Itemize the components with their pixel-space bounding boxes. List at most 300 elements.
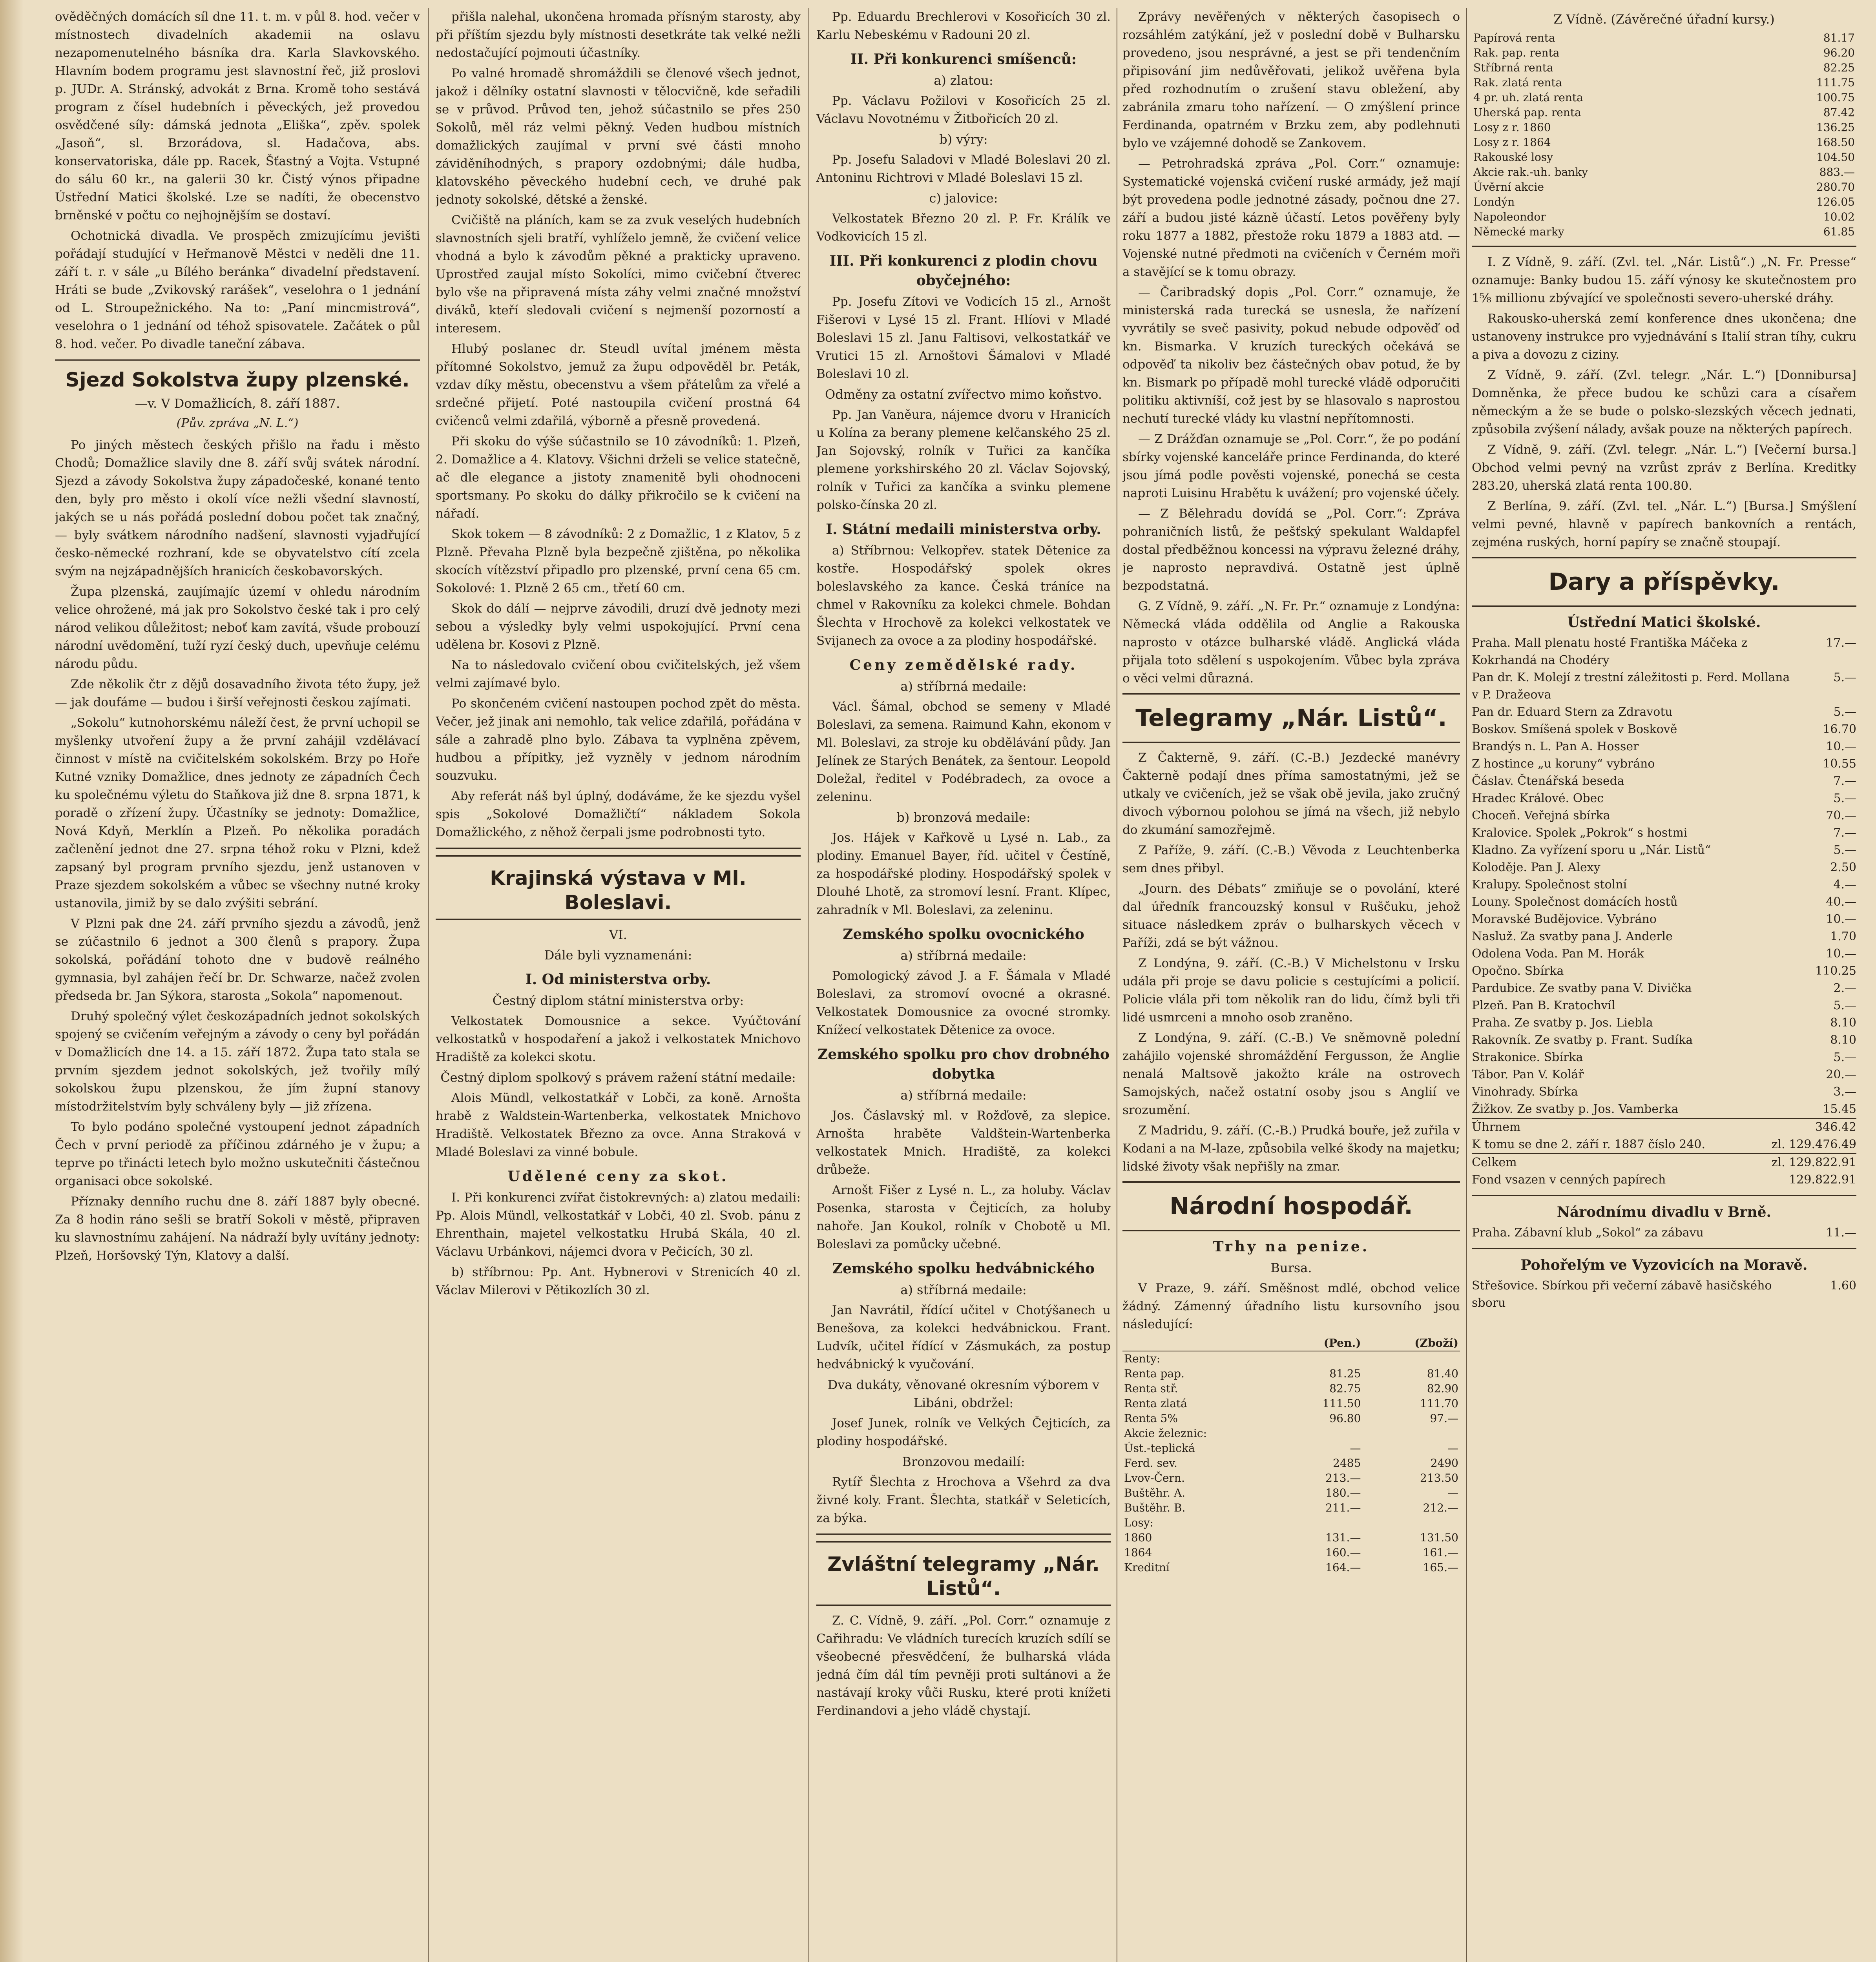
article-paragraph: Po jiných městech českých přišlo na řadu i město Chodů; Domažlice slavily dne 8. září svůj svátek národní. Sjezd a závody Sokolstva župy západočeské, konané tento den, byly pro město i okolí více nežli všední slavností, jakých se u nás pořádá poslední dobou počet tak značný, — byly svátkem národního nadšení, slavnosti vyjadřující česko-německé rozhraní, kde se obyvatelstvo cítí zcela svým na nejzápadnějších hranicích českobavorských. [55,438,420,578]
donation-label: Pardubice. Ze svatby pana V. Divička [1472,981,1692,995]
article-paragraph: Z Vídně, 9. září. (Zvl. telegr. „Nár. L.“) [Donnibursa] Domněnka, že přece budou ke schůzi cara a císařem německým a že se bude o polsko-slezských věcech jednati, způsobila zvýšení nálady, avšak pouze na některých papírech. [1472,368,1856,436]
donation-label: Čáslav. Čtenářská beseda [1472,774,1624,788]
donation-label: Louny. Společnost domácích hostů [1472,895,1678,909]
donation-row [1472,842,1856,859]
table-row [1122,1545,1460,1560]
donation-amount: 5.— [1833,999,1856,1012]
donation-label: Pan dr. K. Molejí z trestní záležitosti p. Ferd. Mollana v P. Dražeova [1472,671,1790,702]
subheading: a) stříbrná medaile: [900,948,1027,963]
table-row [1122,1471,1460,1486]
donation-row [1472,1049,1856,1066]
cell: 100.75 [1816,91,1855,104]
article-paragraph: — Z Drážďan oznamuje se „Pol. Corr.“, že po podání sbírky vojenské kanceláře prince Ferdinanda, do které jsou jímá podle pověsti vojenské, ponechá se cesta naproti Luisinu Hrabětu k uvážení; pro vojenské účely. [1122,432,1460,500]
donation-row [1472,755,1856,773]
table-row [1122,1366,1460,1381]
section-heading: Národnímu divadlu v Brně. [1557,1204,1772,1220]
column-2 [436,8,801,1962]
article-paragraph: Hlubý poslanec dr. Steudl uvítal jménem města přítomné Sokolstvo, jemuž za župu odpověděl br. Peták, vzdav díky městu, obecenstvu a všem přátelům za vřelé a srdečné přijetí. Poté nastoupila cvičení prostná 64 cvičenců velmi zdařilá, výborně a přesně provedená. [436,342,801,428]
cell: Buštěhr. B. [1124,1501,1186,1514]
cell: Renta stř. [1124,1382,1178,1395]
donation-label: Praha. Ze svatby p. Jos. Liebla [1472,1016,1653,1030]
donation-row [1472,773,1856,790]
table-header-cell: (Zboží) [1362,1336,1460,1351]
cell: 97.— [1430,1412,1458,1425]
cell: 104.50 [1816,151,1855,164]
donation-row [1472,945,1856,963]
donation-amount: 110.25 [1815,964,1856,978]
cell: 883.— [1819,166,1855,179]
sum-value: zl. 129.822.91 [1771,1156,1856,1169]
section-heading: Čestný diplom státní ministerstva orby: [492,993,744,1008]
table-row [1472,90,1856,105]
headline-dary: Dary a příspěvky. [1548,568,1780,596]
table-row [1472,165,1856,180]
section-box [1122,693,1460,743]
article-paragraph: Josef Junek, rolník ve Velkých Čejticích, za plodiny hospodářské. [816,1416,1111,1448]
cell: Rakouské losy [1473,151,1553,164]
article-paragraph: Arnošt Fišer z Lysé n. L., za holuby. Václav Posenka, starosta v Čejticích, za holuby nahoře. Jan Koukol, rolník v Chobotě u Ml. Boleslavi za pomůcky učebné. [816,1183,1111,1251]
table-row [1472,195,1856,210]
donation-row [1472,1083,1856,1101]
donation-amount: 10.— [1826,947,1856,961]
donation-label: Z hostince „u koruny“ vybráno [1472,757,1655,771]
article-paragraph: Skok do dálí — nejprve závodili, druzí dvě jednoty mezi sebou a výsledky byly velmi uspokojující. První cena udělena br. Kosovi z Plzně. [436,602,801,652]
headline-narodni-hospodar: Národní hospodář. [1170,1193,1413,1220]
cell: 136.25 [1816,121,1855,134]
donation-label: Strakonice. Sbírka [1472,1050,1583,1064]
donation-label: Brandýs n. L. Pan A. Hosser [1472,740,1639,753]
article-paragraph: Cvičiště na pláních, kam se za zvuk veselých hudebních slavnostních sjeli bratří, vyhlíželo jemně, že cvičení velice vhodná a bylo k závodům pěkné a prakticky upraveno. Uprostřed zaujal místo Sokolíci, mimo cvičební čtverec bylo vše na připravená místa záhy velmi značné množství diváků, kteří sledovali cvičení s nejmenší pozorností a interesem. [436,213,801,336]
donation-label: Boskov. Smíšená spolek v Boskově [1472,722,1677,736]
divider [1472,1195,1856,1196]
article-paragraph: Župa plzenská, zaujímajíc území v ohledu národním velice ohrožené, má jak pro Sokolstvo české tak i pro celý národ velikou důležitost; neboť kam zavítá, všude probouzí národní uvědomění, tuží ryzí český duch, upevňuje celému národu půdu. [55,585,420,671]
cell: Buštěhr. A. [1124,1486,1186,1499]
article-paragraph: Zde několik čtr z dějů dosavadního života této župy, jež — jak doufáme — budou i širší veřejnosti českou zajímati. [55,677,420,709]
donation-row [1472,963,1856,980]
donation-row [1472,1032,1856,1049]
donation-amount: 5.— [1833,671,1856,684]
cell: Papírová renta [1473,31,1555,44]
cell: 111.75 [1816,76,1855,89]
table-header-cell [1122,1336,1276,1351]
sum-label: Úhrnem [1472,1120,1521,1134]
donation-label: Kladno. Za vyřízení sporu u „Nár. Listů“ [1472,843,1711,857]
cell: Renta 5% [1124,1412,1178,1425]
article-paragraph: Václ. Šámal, obchod se semeny v Mladé Boleslavi, za semena. Raimund Kahn, ekonom v Ml. Boleslavi, za stroje ku obdělávání půdy. Jan Jelínek ze Starých Benátek, za šentour. Leopold Doležal, ředitel v Podébradech, za ovoce a zeleninu. [816,700,1111,804]
donation-row [1472,1277,1856,1312]
subheading: Bronzovou medailí: [902,1454,1025,1469]
article-text: Ochotnická divadla. Ve prospěch zmizujícímu jevišti pořádají studující v Heřmanově Městci v neděli dne 11. září t. r. v sále „u Bílého beránka“ divadelní představení. Hráti se bude „Zvikovský rarášek“, veselohra o 1 jednání od L. Stroupežnického. Na to: „Paní mincmistrová“, veselohra o 1 jednání od téhož spisovatele. Začátek o půl 8. hod. večer. Po divadle taneční zábava. [55,229,420,351]
article-paragraph: Jos. Hájek v Kařkově u Lysé n. Lab., za plodiny. Emanuel Bayer, říd. učitel v Čestíně, za hospodářské plodiny. Hospodářský spolek v Dlouhé Lhotě, za stromoví lesní. Frant. Klípec, zahradník v Ml. Boleslavi, za zeleninu. [816,831,1111,917]
cell: 4 pr. uh. zlatá renta [1473,91,1583,104]
column-rule [1466,8,1467,1962]
divider [436,848,801,849]
section-heading: Udělené ceny za skot. [507,1168,729,1185]
cell: 96.20 [1823,46,1855,59]
cell: Rak. zlatá renta [1473,76,1562,89]
donation-row [1472,704,1856,721]
article-paragraph: V Plzni pak dne 24. září prvního sjezdu a závodů, jenž se zúčastnilo 6 jednot a 300 členů s prapory. Župa sokolská, pořádání tohoto dne v budově reálného gymnasia, byl zahájen řečí br. Dr. Schwarze, načež zvolen předseda br. Jan Sýkora, starosta „Sokola“ napomenout. [55,917,420,1003]
sum-value: 129.822.91 [1789,1173,1856,1187]
column-1 [55,8,420,1962]
section-heading: Pohořelým ve Vyzovicích na Moravě. [1520,1257,1808,1273]
table-row [1122,1560,1460,1575]
subheading: a) stříbrná medaile: [900,1282,1027,1297]
section-heading: Zemského spolku hedvábnického [832,1260,1095,1277]
donation-row [1472,928,1856,945]
donation-amount: 20.— [1826,1068,1856,1081]
section-heading: Ústřední Matici školské. [1567,614,1761,631]
table-row [1472,120,1856,135]
article-paragraph: Rytíř Šlechta z Hrochova a Všehrd za dva živné koly. Frant. Šlechta, statkář v Seleticích, za býka. [816,1475,1111,1525]
donation-label: Odolena Voda. Pan M. Horák [1472,947,1644,961]
table-row [1472,75,1856,90]
article-paragraph: Pomologický závod J. a F. Šámala v Mladé Boleslavi, za stromoví ovocné a okrasné. Velkostatek Domousnice za ovocné stromky. Knížecí velkostatek Dětenice za ovoce. [816,969,1111,1037]
cell: 2490 [1430,1457,1458,1470]
article-paragraph: — Z Bělehradu dovídá se „Pol. Corr.“: Zpráva pohraničních listů, že pešťský spekulant Waldapfel dostal předběžnou koncessi na výpravu železné dráhy, je naprosto nepravdivá. Ostatně jest úplně bezpodstatná. [1122,507,1460,593]
table-row [1472,135,1856,150]
table-row [1122,1381,1460,1396]
donation-amount: 10.55 [1823,757,1856,771]
cell: Losy z r. 1860 [1473,121,1551,134]
donation-row [1472,1101,1856,1118]
sum-value: zl. 129.476.49 [1771,1138,1856,1151]
subheading: b) bronzová medaile: [896,810,1031,825]
article-paragraph: G. Z Vídně, 9. září. „N. Fr. Pr.“ oznamuje z Londýna: Německá vláda oddělila od Anglie a Rakouska naprosto v otázce bulharské vládě. Anglická vláda přijala toto sdělení s uspokojením. Vůbec byla zpráva o věci velmi důrazná. [1122,599,1460,686]
cell: 111.70 [1420,1397,1458,1410]
donation-label: Střešovice. Sbírkou při večerní zábavě hasičského sboru [1472,1279,1772,1310]
subheading: b) výry: [939,132,988,147]
table-row [1472,46,1856,60]
exchange-table [1122,1336,1460,1575]
cell: 81.25 [1329,1367,1361,1380]
article-paragraph: Velkostatek Domousnice a sekce. Vyúčtování velkostatků v hospodaření a jakož i velkostatek Mnichovo Hradiště za kolekci skotu. [436,1014,801,1064]
donation-amount: 5.— [1833,705,1856,719]
donation-row [1472,738,1856,755]
article-paragraph: Pp. Jan Vaněura, nájemce dvoru v Hranicích u Kolína za berany plemene kelčanského 25 zl. Jan Sojovský, rolník v Tuřici za kančíka plemene yorkshirského 20 zl. Václav Sojovský, rolník v Tuřici za kančíka a svinku plemene polsko-čínska 20 zl. [816,408,1111,512]
donation-amount: 17.— [1826,636,1856,650]
article-paragraph: „Journ. des Débats“ zmiňuje se o povolání, které dal úředník francouzský konsul v Ruščuku, jehož situace následkem zpráv o bulharskych věcech v Paříži, zdá se být vážnou. [1122,882,1460,950]
column-5 [1472,8,1856,1962]
article-paragraph: Po skončeném cvičení nastoupen pochod zpět do města. Večer, jež jinak ani nemohlo, tak velice zdařilá, pořádána v sále a zahradě plno bylo. Zábava ta vyplněna zpěvem, hudbou a přípitky, jež vyzněly v jednom národním souzvuku. [436,697,801,783]
cell: Napoleondor [1473,210,1546,223]
donation-amount: 10.— [1826,740,1856,753]
cell: Londýn [1473,195,1515,208]
cell: — [1447,1486,1458,1499]
donation-label: Rakovník. Ze svatby p. Frant. Sudíka [1472,1033,1693,1047]
donation-row [1472,1224,1856,1242]
article-paragraph: „Sokolu“ kutnohorskému náleží čest, že první uchopil se myšlenky utvoření župy a že první zahájil vzdělávací činnost v místě na cvičitelském sokolském. Brzy po Hoře Kutné vzniky Domažlice, dnes jednoty ze západních Čech ku společnému výletu do Staňkova již dne 8. srpna 1871, k poradě o zřízení župy. Účastníky se jednoty: Domažlice, Nová Kdyň, Merklín a Plzeň. Po několika poradách začlenění jednot dne 27. srpna téhož roku v Plzni, kdež zapsaný byl program prvního sjezdu, jenž ustanoven v Praze sjezdem sokolském a vůbec se všechny nutné kroky ustanovila, jimiž by se dalo zvýšiti sebrání. [55,716,420,910]
cell: Stříbrná renta [1473,61,1553,74]
section-box [1122,1181,1460,1231]
cell: Lvov-Čern. [1124,1472,1185,1484]
sum-row [1472,1136,1856,1153]
article-paragraph: Druhý společný výlet českozápadních jednot sokolských spojený se cvičením veřejným a závody o ceny byl pořádán v Domažlicích dne 14. a 15. září 1872. Župa tato stala se prvním sjezdem jednot sokolských, jež tvořily mílý sokolskou župu plzenskou, že jím župní stanovy místodržitelstvím byly schváleny byly — již zřízena. [55,1009,420,1114]
cell: 211.— [1325,1501,1361,1514]
section-heading: Dva dukáty, věnované okresním výborem v Libáni, obdržel: [827,1377,1100,1410]
article-paragraph: Na to následovalo cvičení obou cvičitelských, jež všem velmi zajímavé bylo. [436,658,801,690]
donation-amount: 70.— [1826,809,1856,822]
cell: 1864 [1124,1546,1152,1559]
article-paragraph: Pp. Josefu Saladovi v Mladé Boleslavi 20 zl. Antoninu Richtrovi v Mladé Boleslavi 15 zl. [816,153,1111,185]
cell: 131.50 [1420,1531,1458,1544]
table-row [1472,224,1856,239]
donation-label: Hradec Králové. Obec [1472,791,1604,805]
page-edge-stain [0,0,24,1962]
cell: 81.40 [1427,1367,1458,1380]
donation-label: Opočno. Sbírka [1472,964,1564,978]
divider [1472,1248,1856,1249]
cell: Renta zlatá [1124,1397,1187,1410]
subheading: c) jalovice: [929,191,998,206]
donation-amount: 3.— [1833,1085,1856,1099]
divider [55,359,420,361]
article-paragraph: Z. C. Vídně, 9. září. „Pol. Corr.“ oznamuje z Cařihradu: Ve vládních turecích kruzích sdílí se všeobecné přesvědčení, že bulharská vláda jedná čím dál tím pevněji proti sultánovi a že nastávají kroky vůči Rusku, které proti knížeti Ferdinandovi a jeho vládě chystají. [816,1614,1111,1718]
donation-amount: 4.— [1833,878,1856,892]
table-row [1122,1501,1460,1515]
sum-row [1472,1153,1856,1171]
cell: Renta pap. [1124,1367,1184,1380]
article-paragraph: Skok tokem — 8 závodníků: 2 z Domažlic, 1 z Klatov, 5 z Plzně. Převaha Plzně byla bezpečně zjištěna, po několika skocích vítězství připadlo pro plzenské, první cena 65 cm. Sokolové: 1. Plzně 2 65 cm., třetí 60 cm. [436,527,801,595]
section-heading: Trhy na penize. [1213,1238,1370,1255]
article-paragraph: Z Paříže, 9. září. (C.-B.) Věvoda z Leuchtenberka sem dnes přibyl. [1122,843,1460,875]
donation-row [1472,635,1856,669]
article-paragraph: Z Londýna, 9. září. (C.-B.) V Michelstonu v Irsku udála při proje se davu policie s cestujícími a policií. Policie vlála při tom několik ran do lidu, čímž byli tři lidé usmrceni a mnoho osob zraněno. [1122,956,1460,1025]
cell: 82.90 [1427,1382,1458,1395]
table-row [1122,1486,1460,1501]
column-rule [428,8,429,1962]
article-paragraph: Aby referát náš byl úplný, dodáváme, že ke sjezdu vyšel spis „Sokolové Domažličtí“ nákladem Sokola Domažlického, z něhož čerpali jsme podrobnosti tyto. [436,789,801,839]
subheading: a) zlatou: [934,73,993,88]
table-row [1472,210,1856,224]
section-box [816,1541,1111,1606]
article-paragraph: Jos. Čáslavský ml. v Rožďově, za slepice. Arnošta hraběte Valdštein-Wartenberka velkostatek Mnich. Hradiště, za kolekci drůbeže. [816,1109,1111,1177]
subheading: a) stříbrná medaile: [900,1088,1027,1103]
donation-label: Praha. Mall plenatu hosté Františka Máčeka z Kokrhandá na Chodéry [1472,636,1748,667]
cell: 164.— [1325,1561,1361,1574]
donation-amount: 11.— [1826,1226,1856,1240]
section-heading: I. Od ministerstva orby. [525,971,711,988]
sum-value: 346.42 [1815,1120,1856,1134]
cell: 61.85 [1823,225,1855,238]
donation-label: Choceň. Veřejná sbírka [1472,809,1610,822]
section-heading: Čestný diplom spolkový s právem ražení státní medaile: [440,1070,796,1085]
section-box [1472,557,1856,607]
cell: 2485 [1333,1457,1361,1470]
article-paragraph: Z Madridu, 9. září. (C.-B.) Prudká bouře, jež zuřila v Kodani a na M-laze, způsobila velké škody na majetku; lidské životy však nepřišly na zmar. [1122,1123,1460,1174]
table-row [1472,105,1856,120]
table-row [1472,60,1856,75]
donation-amount: 5.— [1833,1050,1856,1064]
section-heading: I. Státní medaili ministerstva orby. [826,521,1101,538]
cell: 213.— [1325,1472,1361,1484]
column-3 [816,8,1111,1962]
donation-label: Vinohrady. Sbírka [1472,1085,1578,1099]
section-heading: Odměny za ostatní zvířectvo mimo koňstvo. [825,387,1102,402]
table-row [1122,1456,1460,1471]
donation-amount: 16.70 [1823,722,1856,736]
cell: 161.— [1423,1546,1458,1559]
article-paragraph: I. Při konkurenci zvířat čistokrevných: a) zlatou medaili: Pp. Alois Mündl, velkostatkář v Lobči, 40 zl. Svob. pánu z Ehrenthain, majetel velkostatku Hrubá Skála, 40 zl. Václavu Urbánkovi, nájemci dvora v Pečicích, 30 zl. [436,1191,801,1259]
donation-amount: 15.45 [1823,1102,1856,1116]
donation-amount: 40.— [1826,895,1856,909]
sum-row [1472,1171,1856,1189]
article-paragraph: — Petrohradská zpráva „Pol. Corr.“ oznamuje: Systematické vojenská cvičení ruské armády, jež mají být provedena podle jednotné zásady, počnou dne 27. září a budou jisté kázně účastí. Letos pověřeny byly roku 1877 a 1882, přestože roku 1879 a 1883 atd. — Vojenské nutné předmoti na cvičeních v Černém moři a stavějící se k tomu obrazy. [1122,157,1460,279]
article-paragraph: přišla nalehal, ukončena hromada přísným starosty, aby při příštím sjezdu byly místnosti desetkráte tak velké nežli nedostačující pojmouti účastníky. [436,10,801,60]
donation-amount: 7.— [1833,774,1856,788]
donation-row [1472,980,1856,997]
donation-amount: 5.— [1833,791,1856,805]
article-paragraph: V Praze, 9. září. Směšnost mdlé, obchod velice žádný. Zámenný úřadního listu kursovního jsou následující: [1122,1281,1460,1331]
donation-row [1472,1066,1856,1083]
cell: Úst.-teplická [1124,1442,1195,1455]
subheading: a) stříbrná medaile: [900,679,1027,694]
section-heading: III. Při konkurenci z plodin chovu obyčejného: [829,253,1098,289]
cell: Německé marky [1473,225,1564,238]
sum-row [1472,1118,1856,1136]
donation-label: Žižkov. Ze svatby p. Jos. Vamberka [1472,1102,1679,1116]
table-group-label: Akcie železnic: [1124,1427,1207,1440]
sum-label: Fond vsazen v cenných papírech [1472,1173,1666,1187]
donation-amount: 8.10 [1830,1016,1856,1030]
cell: 160.— [1325,1546,1361,1559]
table-header-cell: (Pen.) [1276,1336,1362,1351]
section-heading: Zemského spolku ovocnického [843,926,1084,943]
cell: 1860 [1124,1531,1152,1544]
table-row [1122,1530,1460,1545]
donation-amount: 8.10 [1830,1033,1856,1047]
donation-list [1472,635,1856,1118]
article-text: ověděčných domácích síl dne 11. t. m. v půl 8. hod. večer v místnostech divadelních akademii na oslavu nezapomenutelného básníka dra. Karla Slavkovského. Hlavním bodem programu jest slavnostní řeč, již proslovi p. JUDr. A. Stránský, advokát z Brna. Kromě toho sestává program z čísel hudebních i pěveckých, jež provedou osvědčené síly: dámská jednota „Eliška“, zpěv. spolek „Jasoň“, sl. Brzorádova, sl. Hadačova, abs. konservatoriska, dále pp. Racek, Šťastný a Vojta. Vstupné do sálu 60 kr., na galerii 30 kr. Čistý výnos připadne Ústřední Matici školské. Lze se nadíti, že obecenstvo brněnské v počtu co nejhojnějším se dostaví. [55,10,420,222]
sum-label: K tomu se dne 2. září r. 1887 číslo 240. [1472,1138,1705,1151]
dateline: —v. V Domažlicích, 8. září 1887. [135,396,340,411]
divider [816,1533,1111,1535]
cell: 82.25 [1823,61,1855,74]
cell: 87.42 [1823,106,1855,119]
article-paragraph: a) Stříbrnou: Velkopřev. statek Dětenice za kostře. Hospodářský spolek okres boleslavského za kance. Česká tráníce na chmel v Rakovníku za kolekci chmele. Bohdan Šlechta v Hrochově za kolekci velkostatek ve Svijanech za ovoce a za plodiny hospodářské. [816,543,1111,648]
article-paragraph: Zprávy nevěřených v některých časopisech o rozsáhlém zatýkání, jež v poslední době v Bulharsku provedeno, jsou nesprávné, a jest se při tendenčním připisování jim nedůvěřovati, jelikož uvěřena byla před rozhodnutím o zrušení stavu obležení, aby zabránila zmaru toho nařízení. — O zmýšlení prince Ferdinanda, opatrném v Brzku zem, aby podlehnuti bylo ve vzájemné dohodě se Zankovem. [1122,10,1460,150]
donation-label: Tábor. Pan V. Kolář [1472,1068,1584,1081]
table-row [1122,1396,1460,1411]
table-row [1122,1441,1460,1456]
section-heading: Bursa. [1270,1260,1312,1275]
cell: Akcie rak.-uh. banky [1473,166,1588,179]
donation-row [1472,911,1856,928]
donation-row [1472,859,1856,876]
article-paragraph: Při skoku do výše súčastnilo se 10 závodníků: 1. Plzeň, 2. Domažlice a 4. Klatovy. Všichni drželi se velice statečně, ač dle elegance a jistoty znamenitě byli ohodnoceni sportsmany. Po skoku do dálky přikročilo se k cvičení na nářadí. [436,434,801,521]
section-box [436,855,801,920]
cell: 212.— [1423,1501,1458,1514]
donation-amount: 7.— [1833,826,1856,840]
sum-label: Celkem [1472,1156,1517,1169]
donation-row [1472,790,1856,807]
article-paragraph: Rakousko-uherská zemí konference dnes ukončena; dne ustanoveny instrukce pro vyjednávání s Italií stran tíhy, cukru a piva a dovozu z ciziny. [1472,312,1856,362]
cell: 126.05 [1816,195,1855,208]
cell: — [1350,1442,1361,1455]
donation-row [1472,997,1856,1014]
cell: — [1447,1442,1458,1455]
column-4 [1122,8,1460,1962]
donation-label: Kralupy. Společnost stolní [1472,878,1627,892]
donation-amount: 2.— [1833,981,1856,995]
section-subtitle: Dále byli vyznamenáni: [544,948,692,963]
cell: Losy z r. 1864 [1473,136,1551,149]
cell: 82.75 [1329,1382,1361,1395]
article-paragraph: Příznaky denního ruchu dne 8. září 1887 byly obecné. Za 8 hodin ráno sešli se bratří Sokoli v městě, připraven ku slavnostnímu zahájení. Na nádraží byly uvítány jednoty: Plzeň, Horšovský Týn, Klatovy a další. [55,1194,420,1263]
source-note: (Pův. zpráva „N. L.“) [176,416,299,430]
donation-label: Nasluž. Za svatby pana J. Anderle [1472,930,1673,943]
cell: 81.17 [1823,31,1855,44]
article-paragraph: Po valné hromadě shromáždili se členové všech jednot, jakož i dělníky ostatní slavnosti v tělocvičně, kde seřadili se v průvod. Průvod ten, jehož súčastnilo se přes 250 Sokolů, měl ráz velmi pěkný. Veden hudbou místních domažlických zaujímal v první své části mnoho záviděníhodných, s prapory ozdobnými; dále hudba, klatovského pěveckého hudební cech, ve druhé pak jednoty sokolské, dětské a ženské. [436,66,801,207]
article-paragraph: Z Vídně, 9. září. (Zvl. telegr. „Nár. L.“) [Večerní bursa.] Obchod velmi pevný na vzrůst zpráv z Berlína. Kreditky 283.20, uherská zlatá renta 100.80. [1472,443,1856,493]
article-paragraph: — Čaribradský dopis „Pol. Corr.“ oznamuje, že ministerská rada turecká se usnesla, že nařízení vyvrátily se sveč pasivity, pokud nebude odpověď od kn. Bismarka. V kruzích tureckých očekává se odpověď ta nikoliv bez částečných obav potud, že by kn. Bismark po případě mohl turecké vládě odporučiti politiku aktivníší, což jest by se hlasovalo s naprostou nechutí turecké vlády ku vlastní nepřítomnosti. [1122,285,1460,426]
vienna-quotes-table [1472,31,1856,239]
cell: Ferd. sev. [1124,1457,1177,1470]
cell: 10.02 [1823,210,1855,223]
table-row [1472,180,1856,195]
headline-telegramy: Zvláštní telegramy „Nár. Listů“. [827,1553,1100,1600]
donation-row [1472,721,1856,738]
donation-label: Pan dr. Eduard Stern za Zdravotu [1472,705,1673,719]
donation-amount: 2.50 [1830,861,1856,874]
donation-row [1472,669,1856,704]
article-paragraph: Z Berlína, 9. září. (Zvl. tel. „Nár. L.“) [Bursa.] Smýšlení velmi pevné, hlavně v papírech bankovních a rentách, zejména ruských, horní papíry se značně stoupají. [1472,499,1856,549]
donation-label: Praha. Zábavní klub „Sokol“ za zábavu [1472,1226,1704,1240]
donation-amount: 1.60 [1830,1279,1856,1293]
headline-sjezd: Sjezd Sokolstva župy plzenské. [65,368,410,391]
donation-row [1472,824,1856,842]
cell: 131.— [1325,1531,1361,1544]
article-paragraph: Jan Navrátil, řídící učitel v Chotýšanech u Benešova, za kolekci hedvábnickou. Frant. Ludvík, učitel řídící v Zásmukách, za postup hedvábnický k vyučování. [816,1303,1111,1371]
section-heading: Z Vídně. (Závěrečné úřadní kursy.) [1553,12,1775,27]
cell: 165.— [1423,1561,1458,1574]
cell: 213.50 [1420,1472,1458,1484]
table-group-label: Renty: [1124,1352,1161,1365]
section-heading: Zemského spolku pro chov drobného dobytka [818,1046,1110,1082]
cell: 168.50 [1816,136,1855,149]
cell: 280.70 [1816,181,1855,193]
article-paragraph: I. Z Vídně, 9. září. (Zvl. tel. „Nár. Listů“.) „N. Fr. Presse“ oznamuje: Banky budou 15. září výnosy ke skutečnostem pro 1⅝ millionu zbývající ve společnosti severo-uherské dráhy. [1472,255,1856,305]
column-rule [808,8,809,1962]
donation-row [1472,1014,1856,1032]
cell: Kreditní [1124,1561,1170,1574]
donation-amount: 5.— [1833,843,1856,857]
table-row [1122,1411,1460,1426]
table-row [1472,150,1856,165]
cell: Uherská pap. renta [1473,106,1581,119]
donation-row [1472,876,1856,893]
cell: Rak. pap. renta [1473,46,1560,59]
article-paragraph: b) stříbrnou: Pp. Ant. Hybnerovi v Strenicích 40 zl. Václav Milerovi v Pětikozlích 30 zl. [436,1265,801,1297]
cell: 180.— [1325,1486,1361,1499]
article-paragraph: Alois Mündl, velkostatkář v Lobči, za koně. Arnošta hrabě z Waldstein-Wartenberka, velkostatek Mnichovo Hradiště. Velkostatek Březno za ovce. Anna Straková v Mladé Boleslavi za vinné bobule. [436,1091,801,1159]
article-paragraph: Z Londýna, 9. září. (C.-B.) Ve sněmovně polední zahájilo vojenské shromáždění Fergusson, že Anglie nenalá Maltsově jakožto krále na ostrovech Samojských, načež ostatní osoby jsou s Anglií ve srozumění. [1122,1031,1460,1117]
article-paragraph: To bylo podáno společné vystoupení jednot západních Čech v první periodě za příčinou zdárného je v župu; a teprve po třinácti letech bylo možno uskutečniti částečnou organisaci obce sokolské. [55,1120,420,1188]
headline-vystava: Krajinská výstava v Ml. Boleslavi. [490,867,746,914]
cell: 111.50 [1322,1397,1361,1410]
donation-label: Koloděje. Pan J. Alexy [1472,861,1600,874]
donation-label: Kralovice. Spolek „Pokrok“ s hostmi [1472,826,1688,840]
section-heading: Ceny zemědělské rady. [849,657,1078,673]
article-paragraph: Pp. Josefu Zítovi ve Vodicích 15 zl., Arnošt Fišerovi v Lysé 15 zl. Frant. Hlíovi v Mladé Boleslavi 15 zl. Janu Faltisovi, velkostatkář ve Vrutici 15 zl. Arnoštovi Šámalovi v Mladé Boleslavi 10 zl. [816,295,1111,381]
donation-row [1472,807,1856,824]
section-heading: II. Při konkurenci smíšenců: [850,51,1077,67]
donation-amount: 1.70 [1830,930,1856,943]
donation-amount: 10.— [1826,912,1856,926]
article-paragraph: Pp. Eduardu Brechlerovi v Kosořicích 30 zl. Karlu Nebeskému v Radouni 20 zl. [816,10,1111,42]
donation-label: Moravské Budějovice. Vybráno [1472,912,1657,926]
headline-telegramy-2: Telegramy „Nár. Listů“. [1135,704,1447,732]
